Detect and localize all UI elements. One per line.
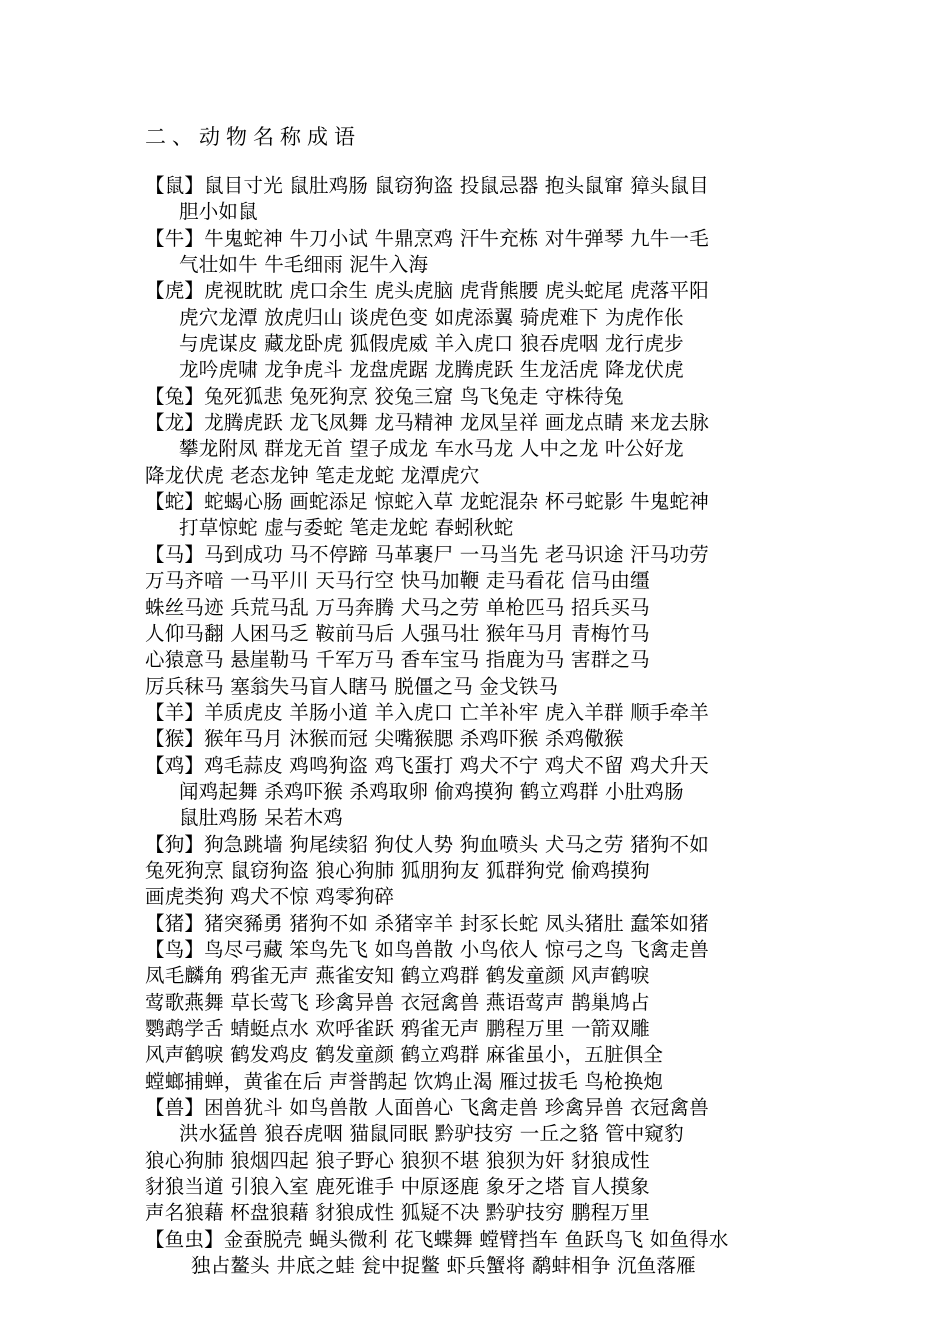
idiom-line: 降龙伏虎 老态龙钟 笔走龙蛇 龙潭虎穴	[145, 463, 480, 487]
idiom-line: 打草惊蛇 虚与委蛇 笔走龙蛇 春蚓秋蛇	[179, 516, 514, 540]
idiom-line: 龙吟虎啸 龙争虎斗 龙盘虎踞 龙腾虎跃 生龙活虎 降龙伏虎	[179, 358, 684, 382]
idiom-line: 【猴】猴年马月 沐猴而冠 尖嘴猴腮 杀鸡吓猴 杀鸡儆猴	[145, 727, 624, 751]
idiom-line: 【兽】困兽犹斗 如鸟兽散 人面兽心 飞禽走兽 珍禽异兽 衣冠禽兽	[145, 1096, 709, 1120]
idiom-line: 人仰马翻 人困马乏 鞍前马后 人强马壮 猴年马月 青梅竹马	[145, 621, 650, 645]
idiom-line: 【兔】兔死狐悲 兔死狗烹 狡兔三窟 鸟飞兔走 守株待兔	[145, 384, 624, 408]
idiom-line: 【龙】龙腾虎跃 龙飞凤舞 龙马精神 龙凤呈祥 画龙点睛 来龙去脉	[145, 411, 709, 435]
idiom-line: 画虎类狗 鸡犬不惊 鸡零狗碎	[145, 885, 395, 909]
idiom-line: 气壮如牛 牛毛细雨 泥牛入海	[179, 253, 429, 277]
idiom-line: 莺歌燕舞 草长莺飞 珍禽异兽 衣冠禽兽 燕语莺声 鹊巢鸠占	[145, 990, 650, 1014]
idiom-line: 攀龙附凤 群龙无首 望子成龙 车水马龙 人中之龙 叶公好龙	[179, 437, 684, 461]
idiom-line: 与虎谋皮 藏龙卧虎 狐假虎威 羊入虎口 狼吞虎咽 龙行虎步	[179, 332, 684, 356]
idiom-line: 【鼠】鼠目寸光 鼠肚鸡肠 鼠窃狗盗 投鼠忌器 抱头鼠窜 獐头鼠目	[145, 174, 709, 197]
idiom-line: 洪水猛兽 狼吞虎咽 猫鼠同眠 黔驴技穷 一丘之貉 管中窥豹	[179, 1122, 684, 1146]
idiom-line: 万马齐喑 一马平川 天马行空 快马加鞭 走马看花 信马由缰	[145, 569, 650, 593]
section-heading: 二、动物名称成语	[145, 125, 361, 149]
idiom-list	[145, 173, 935, 1279]
idiom-line: 胆小如鼠	[179, 200, 258, 224]
idiom-line: 【鸟】鸟尽弓藏 笨鸟先飞 如鸟兽散 小鸟依人 惊弓之鸟 飞禽走兽	[145, 937, 709, 961]
idiom-line: 【羊】羊质虎皮 羊肠小道 羊入虎口 亡羊补牢 虎入羊群 顺手牵羊	[145, 700, 709, 724]
idiom-line: 凤毛麟角 鸦雀无声 燕雀安知 鹤立鸡群 鹤发童颜 风声鹤唳	[145, 964, 650, 988]
idiom-line: 兔死狗烹 鼠窃狗盗 狼心狗肺 狐朋狗友 狐群狗党 偷鸡摸狗	[145, 858, 650, 882]
idiom-line: 【鱼虫】金蚕脱壳 蝇头微利 花飞蝶舞 螳臂挡车 鱼跃鸟飞 如鱼得水	[145, 1227, 729, 1251]
idiom-line: 鹦鹉学舌 蜻蜓点水 欢呼雀跃 鸦雀无声 鹏程万里 一箭双雕	[145, 1017, 650, 1040]
idiom-line: 【猪】猪突豨勇 猪狗不如 杀猪宰羊 封豕长蛇 凤头猪肚 蠢笨如猪	[145, 911, 709, 935]
idiom-line: 鼠肚鸡肠 呆若木鸡	[179, 806, 343, 830]
idiom-line: 螳螂捕蝉，黄雀在后 声誉鹊起 饮鸩止渴 雁过拔毛 鸟枪换炮	[145, 1069, 664, 1093]
idiom-line: 【狗】狗急跳墙 狗尾续貂 狗仗人势 狗血喷头 犬马之劳 猪狗不如	[145, 832, 709, 856]
idiom-line: 【马】马到成功 马不停蹄 马革裹尸 一马当先 老马识途 汗马功劳	[145, 542, 709, 566]
idiom-line: 狼心狗肺 狼烟四起 狼子野心 狼狈不堪 狼狈为奸 豺狼成性	[145, 1148, 650, 1172]
idiom-line: 声名狼藉 杯盘狼藉 豺狼成性 狐疑不决 黔驴技穷 鹏程万里	[145, 1201, 650, 1225]
idiom-line: 豺狼当道 引狼入室 鹿死谁手 中原逐鹿 象牙之塔 盲人摸象	[145, 1175, 650, 1199]
idiom-line: 风声鹤唳 鹤发鸡皮 鹤发童颜 鹤立鸡群 麻雀虽小，五脏俱全	[145, 1043, 664, 1067]
idiom-line: 【虎】虎视眈眈 虎口余生 虎头虎脑 虎背熊腰 虎头蛇尾 虎落平阳	[145, 279, 709, 303]
idiom-line: 厉兵秣马 塞翁失马盲人瞎马 脱僵之马 金戈铁马	[145, 674, 559, 698]
idiom-line: 独占鳌头 井底之蛙 瓮中捉鳖 虾兵蟹将 鹬蚌相争 沉鱼落雁	[191, 1254, 696, 1278]
idiom-line: 虎穴龙潭 放虎归山 谈虎色变 如虎添翼 骑虎难下 为虎作伥	[179, 305, 684, 329]
idiom-line: 闻鸡起舞 杀鸡吓猴 杀鸡取卵 偷鸡摸狗 鹤立鸡群 小肚鸡肠	[179, 779, 684, 803]
idiom-line: 【鸡】鸡毛蒜皮 鸡鸣狗盗 鸡飞蛋打 鸡犬不宁 鸡犬不留 鸡犬升天	[145, 753, 709, 777]
idiom-line: 心猿意马 悬崖勒马 千军万马 香车宝马 指鹿为马 害群之马	[145, 648, 650, 672]
idiom-line: 蛛丝马迹 兵荒马乱 万马奔腾 犬马之劳 单枪匹马 招兵买马	[145, 595, 650, 619]
idiom-line: 【牛】牛鬼蛇神 牛刀小试 牛鼎烹鸡 汗牛充栋 对牛弹琴 九牛一毛	[145, 226, 709, 250]
idiom-line: 【蛇】蛇蝎心肠 画蛇添足 惊蛇入草 龙蛇混杂 杯弓蛇影 牛鬼蛇神	[145, 490, 709, 514]
